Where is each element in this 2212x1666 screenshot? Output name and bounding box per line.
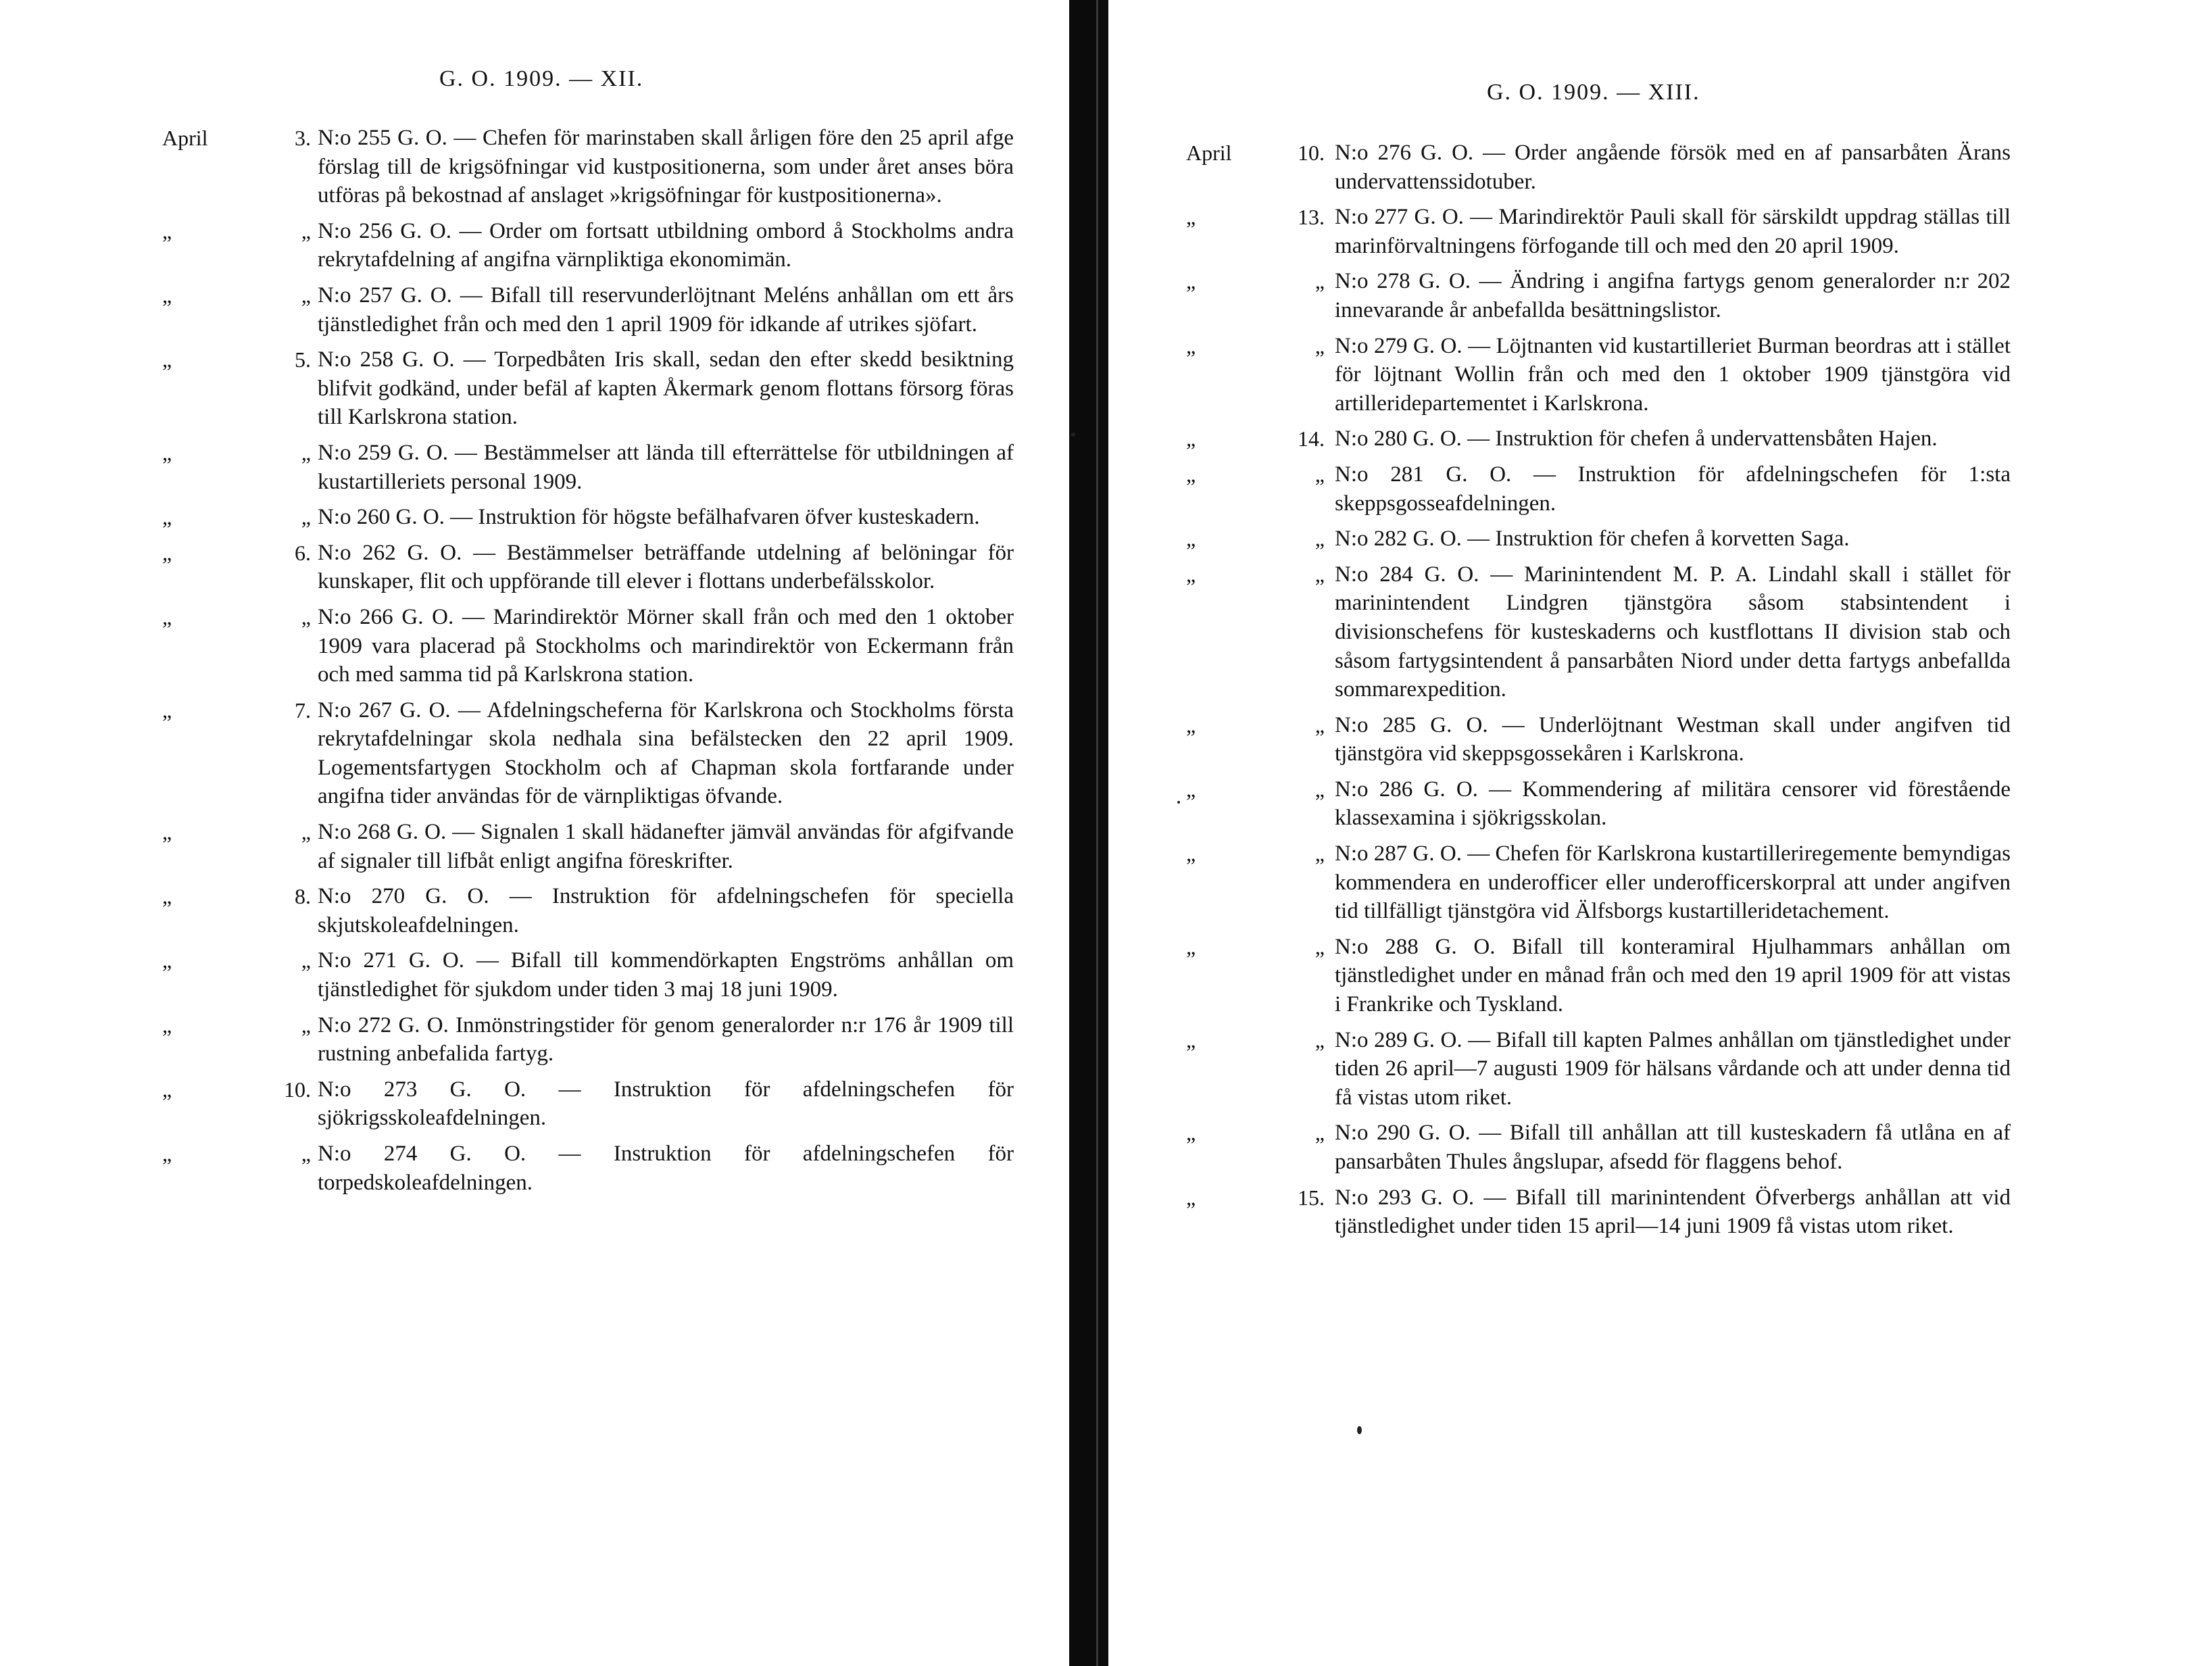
- page-edge-line: [1096, 0, 1098, 1666]
- entry-text: N:o 268 G. O. — Signalen 1 skall hädanefter jämväl användas för afgifvande af signaler till lifbåt enligt angifna föreskrifter.: [318, 820, 1014, 873]
- entry-day: 5.: [295, 347, 311, 372]
- entry-month: „: [162, 283, 172, 308]
- entry-day: „: [301, 820, 311, 845]
- entry-day: „: [1314, 1121, 1325, 1146]
- order-entry: [162, 539, 1014, 596]
- order-entry: [162, 882, 1014, 939]
- entry-text: N:o 280 G. O. — Instruktion för chefen å undervattensbåten Hajen.: [1335, 426, 1938, 451]
- entry-text: N:o 255 G. O. — Chefen för marinstaben skall årligen före den 25 april afge förslag till de krigsöfningar vid kustpositionerna, som under året anses böra utföras på bekostnad af anslaget »krigsöfningar för kustpositionerna».: [318, 126, 1014, 208]
- entry-day: „: [1314, 333, 1325, 358]
- entry-month: „: [162, 347, 172, 372]
- entry-day: „: [301, 1142, 311, 1166]
- entry-text: N:o 270 G. O. — Instruktion för afdelningschefen för speciella skjutskoleafdelningen.: [318, 884, 1014, 937]
- order-entry: [162, 946, 1014, 1004]
- entry-day: „: [1314, 1027, 1325, 1052]
- order-entry: [162, 1140, 1014, 1197]
- scan-speck: [1177, 801, 1180, 804]
- order-entry: [1186, 332, 2132, 418]
- entry-month: „: [162, 884, 172, 909]
- entry-day: „: [1314, 526, 1325, 552]
- entry-month: „: [1186, 205, 1196, 230]
- entry-day: „: [301, 505, 311, 530]
- entry-text: N:o 293 G. O. — Bifall till marinintendent Öfverbergs anhållan att vid tjänstledighet under tiden 15 april—14 juni 1909 få vistas utom riket.: [1335, 1185, 2011, 1239]
- right-page-header: G. O. 1909. — XIII.: [1487, 80, 1700, 105]
- order-entry: [1186, 424, 2132, 454]
- entry-month: „: [1186, 462, 1196, 487]
- entry-day: „: [301, 604, 311, 629]
- entry-day: 3.: [295, 126, 311, 150]
- entry-day: „: [301, 218, 311, 243]
- left-page: [0, 0, 1088, 1666]
- entry-month: „: [162, 1142, 172, 1166]
- order-entry: [1186, 1183, 2132, 1241]
- entry-text: N:o 289 G. O. — Bifall till kapten Palmes anhållan om tjänstledighet under tiden 26 april—7 augusti 1909 för hälsans vårdande och att under denna tid få vistas utom riket.: [1335, 1027, 2011, 1110]
- order-entry: [1186, 775, 2132, 833]
- entry-text: N:o 282 G. O. — Instruktion för chefen å korvetten Saga.: [1335, 526, 1850, 552]
- entry-day: 6.: [295, 540, 311, 565]
- order-entry: [162, 217, 1014, 274]
- order-entry: [1186, 1026, 2132, 1112]
- order-entry: [1186, 711, 2132, 768]
- order-entry: [162, 603, 1014, 689]
- entry-day: „: [1314, 841, 1325, 866]
- entry-month: „: [1186, 1121, 1196, 1146]
- order-entry: [162, 818, 1014, 875]
- entry-day: „: [301, 948, 311, 973]
- entry-month: „: [162, 948, 172, 973]
- order-entry: [1186, 839, 2132, 926]
- entry-month: „: [162, 505, 172, 530]
- scan-speck: [1357, 1426, 1362, 1434]
- entry-text: N:o 262 G. O. — Bestämmelser beträffande utdelning af belöningar för kunskaper, flit och uppförande till elever i flottans underbefälsskolor.: [318, 540, 1014, 594]
- entry-day: 13.: [1298, 205, 1325, 230]
- entry-text: N:o 259 G. O. — Bestämmelser att lända till efterrättelse för utbildningen af kustartilleriets personal 1909.: [318, 440, 1014, 494]
- entry-text: N:o 273 G. O. — Instruktion för afdelningschefen för sjökrigsskoleafdelningen.: [318, 1077, 1014, 1131]
- entry-day: „: [1314, 269, 1325, 294]
- entry-month: „: [162, 218, 172, 243]
- entry-month: „: [1186, 712, 1196, 737]
- entry-day: 14.: [1298, 426, 1325, 451]
- entry-text: N:o 285 G. O. — Underlöjtnant Westman skall under angifven tid tjänstgöra vid skeppsgossekåren i Karlskrona.: [1335, 712, 2011, 766]
- entry-text: N:o 274 G. O. — Instruktion för afdelningschefen för torpedskoleafdelningen.: [318, 1142, 1014, 1195]
- entry-month: „: [1186, 1185, 1196, 1210]
- order-entry: [162, 1075, 1014, 1133]
- entry-month: „: [1186, 934, 1196, 959]
- entry-month: „: [162, 540, 172, 565]
- entry-day: „: [1314, 562, 1325, 587]
- entry-month: „: [1186, 426, 1196, 451]
- entry-text: N:o 276 G. O. — Order angående försök med en af pansarbåten Ärans undervattenssidotuber.: [1335, 141, 2011, 194]
- entry-month: „: [162, 697, 172, 722]
- entry-text: N:o 257 G. O. — Bifall till reservunderlöjtnant Meléns anhållan om ett års tjänstledighet från och med den 1 april 1909 för idkande af utrikes sjöfart.: [318, 283, 1014, 337]
- order-entry: [1186, 933, 2132, 1019]
- left-page-header: G. O. 1909. — XII.: [439, 66, 644, 91]
- right-entry-list: [1186, 139, 2132, 1248]
- entry-text: N:o 256 G. O. — Order om fortsatt utbildning ombord å Stockholms andra rekrytafdelning af angifna värnpliktiga ekonomimän.: [318, 218, 1014, 272]
- entry-month: „: [162, 1012, 172, 1037]
- entry-text: N:o 288 G. O. Bifall till konteramiral Hjulhammars anhållan om tjänstledighet under en månad från och med den 19 april 1909 för att vistas i Frankrike och Tyskland.: [1335, 934, 2011, 1017]
- entry-day: 10.: [1298, 141, 1325, 165]
- entry-day: „: [301, 1012, 311, 1037]
- entry-day: „: [1314, 934, 1325, 959]
- entry-day: „: [1314, 712, 1325, 737]
- entry-day: 10.: [284, 1077, 311, 1102]
- entry-day: 8.: [295, 884, 311, 909]
- entry-text: N:o 290 G. O. — Bifall till anhållan att till kusteskadern få utlåna en af pansarbåten Thules ångslupar, afsedd för flaggens behof.: [1335, 1121, 2011, 1174]
- left-entry-list: [162, 124, 1014, 1204]
- entry-month: „: [1186, 841, 1196, 866]
- order-entry: [162, 124, 1014, 210]
- scan-speck: [1071, 433, 1075, 437]
- entry-month: „: [162, 440, 172, 465]
- entry-text: N:o 278 G. O. — Ändring i angifna fartygs genom generalorder n:r 202 innevarande år anbefallda besättningslistor.: [1335, 269, 2011, 322]
- entry-day: „: [1314, 777, 1325, 802]
- right-page: [1108, 0, 2212, 1666]
- entry-text: N:o 258 G. O. — Torpedbåten Iris skall, sedan den efter skedd besiktning blifvit godkänd, under befäl af kapten Åkermark genom flottans försorg föras till Karlskrona station.: [318, 347, 1014, 430]
- order-entry: [162, 345, 1014, 432]
- entry-month: April: [1186, 141, 1232, 165]
- order-entry: [1186, 524, 2132, 554]
- entry-text: N:o 266 G. O. — Marindirektör Mörner skall från och med den 1 oktober 1909 vara placerad på Stockholms och marindirektör von Eckermann från och med samma tid på Karlskrona station.: [318, 604, 1014, 687]
- order-entry: [1186, 460, 2132, 518]
- entry-text: N:o 286 G. O. — Kommendering af militära censorer vid förestående klassexamina i sjökrigsskolan.: [1335, 777, 2011, 831]
- order-entry: [1186, 203, 2132, 260]
- entry-text: N:o 271 G. O. — Bifall till kommendörkapten Engströms anhållan om tjänstledighet för sjukdom under tiden 3 maj 18 juni 1909.: [318, 948, 1014, 1002]
- entry-month: „: [1186, 333, 1196, 358]
- entry-month: „: [1186, 777, 1196, 802]
- order-entry: [162, 1011, 1014, 1069]
- entry-day: „: [1314, 462, 1325, 487]
- entry-month: „: [1186, 269, 1196, 294]
- entry-day: 7.: [295, 697, 311, 722]
- entry-month: „: [1186, 526, 1196, 552]
- entry-month: „: [1186, 562, 1196, 587]
- order-entry: [162, 439, 1014, 496]
- order-entry: [1186, 560, 2132, 704]
- entry-month: April: [162, 126, 208, 150]
- order-entry: [162, 503, 1014, 532]
- entry-text: N:o 281 G. O. — Instruktion för afdelningschefen för 1:sta skeppsgosseafdelningen.: [1335, 462, 2011, 516]
- entry-month: „: [162, 604, 172, 629]
- entry-day: 15.: [1298, 1185, 1325, 1210]
- order-entry: [162, 696, 1014, 811]
- order-entry: [1186, 139, 2132, 196]
- entry-day: „: [301, 283, 311, 308]
- entry-month: „: [162, 1077, 172, 1102]
- entry-text: N:o 277 G. O. — Marindirektör Pauli skall för särskildt uppdrag ställas till marinförvaltningens förfogande till och med den 20 april 1909.: [1335, 205, 2011, 258]
- entry-text: N:o 272 G. O. Inmönstringstider för genom generalorder n:r 176 år 1909 till rustning anbefalida fartyg.: [318, 1012, 1014, 1067]
- entry-text: N:o 267 G. O. — Afdelningscheferna för Karlskrona och Stockholms första rekrytafdelningar skola nedhala sina befälstecken den 22 april 1909. Logementsfartygen Stockholm och af Chapman skola fortfarande under angifna tider användas för de värnpliktigas öfvande.: [318, 697, 1014, 809]
- entry-text: N:o 260 G. O. — Instruktion för högste befälhafvaren öfver kusteskadern.: [318, 505, 980, 530]
- entry-text: N:o 279 G. O. — Löjtnanten vid kustartilleriet Burman beordras att i stället för löjtnant Wollin från och med den 1 oktober 1909 tjänstgöra vid artilleridepartementet i Karlskrona.: [1335, 333, 2011, 416]
- entry-month: „: [1186, 1027, 1196, 1052]
- entry-month: „: [162, 820, 172, 845]
- order-entry: [1186, 267, 2132, 324]
- entry-day: „: [301, 440, 311, 465]
- order-entry: [162, 281, 1014, 339]
- entry-text: N:o 287 G. O. — Chefen för Karlskrona kustartilleriregemente bemyndigas kommendera en underofficer eller underofficerskorpral att under angifven tid tillfälligt tjänstgöra vid Älfsborgs kustartilleridetachement.: [1335, 841, 2011, 924]
- order-entry: [1186, 1119, 2132, 1176]
- entry-text: N:o 284 G. O. — Marinintendent M. P. A. Lindahl skall i stället för marinintendent Lindgren tjänstgöra såsom stabsintendent i divisionschefens för kusteskaderns och kustflottans II division stab och såsom fartygsintendent å pansarbåten Niord under detta fartygs anbefallda sommarexpedition.: [1335, 562, 2011, 702]
